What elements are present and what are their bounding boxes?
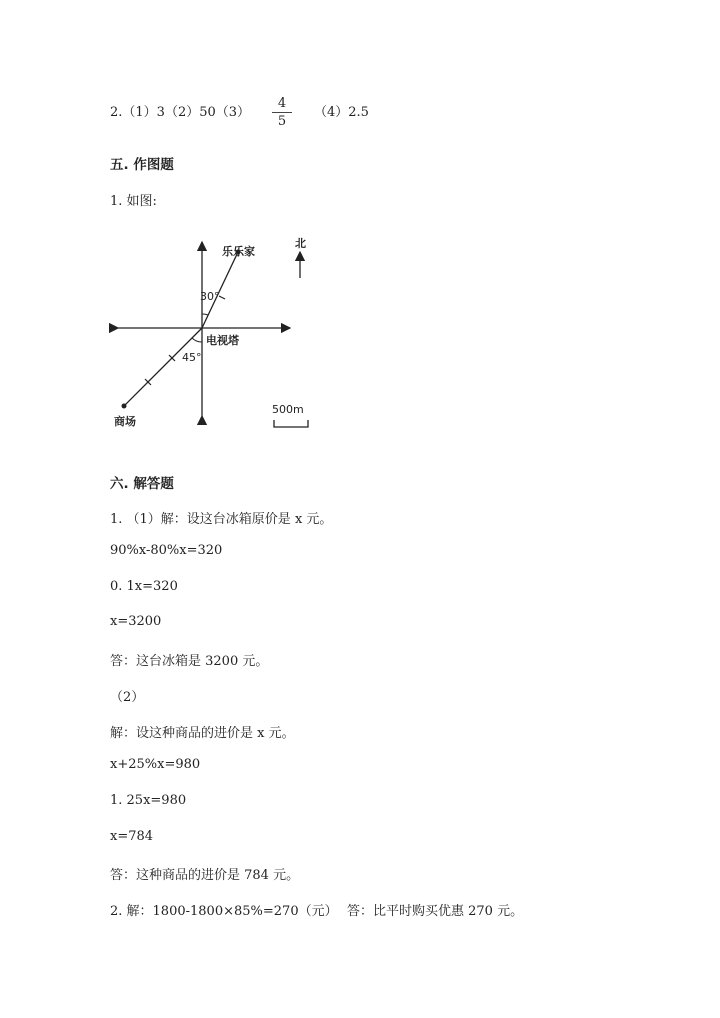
answer-part-b: （4）2.5	[314, 105, 369, 120]
solution-line: x=3200	[110, 614, 162, 629]
fraction	[272, 96, 292, 129]
route-to-mall	[124, 328, 202, 406]
tower-label: 电视塔	[206, 334, 239, 347]
angle-label-30: 30°	[200, 290, 220, 303]
section-five-title: 五. 作图题	[110, 157, 174, 173]
fraction-denominator: 5	[277, 114, 287, 129]
solution-line: x=784	[110, 829, 154, 844]
angle-label-45: 45°	[182, 351, 202, 364]
answer-line-q2	[110, 101, 250, 120]
angle-arc-30	[202, 314, 208, 315]
solution-line: （2）	[110, 690, 145, 705]
solution-line: 答：这种商品的进价是 784 元。	[110, 868, 300, 883]
fraction-numerator: 4	[277, 96, 287, 111]
section-five-q1: 1. 如图:	[110, 194, 157, 209]
solution-line: 90%x-80%x=320	[110, 543, 223, 558]
solution-line: 解：设这种商品的进价是 x 元。	[110, 726, 295, 741]
solution-q2-calc: 2. 解：1800-1800×85%=270（元）	[110, 904, 338, 919]
mall-point	[122, 404, 127, 409]
solution-line: 1. （1）解：设这台冰箱原价是 x 元。	[110, 512, 333, 527]
home-label: 乐乐家	[222, 245, 255, 258]
route-tick	[219, 296, 225, 299]
section-six-title: 六. 解答题	[110, 476, 174, 492]
north-label: 北	[295, 237, 306, 250]
solution-line: 1. 25x=980	[110, 793, 187, 808]
scale-label: 500m	[272, 403, 304, 416]
answer-part-a: 2.（1）3（2）50（3）	[110, 105, 251, 120]
solution-q2-answer: 答：比平时购买优惠 270 元。	[347, 904, 524, 919]
angle-arc-45	[192, 338, 202, 342]
mall-label: 商场	[114, 415, 136, 428]
solution-line: x+25%x=980	[110, 757, 201, 772]
fraction-bar	[272, 112, 292, 113]
solution-line: 答：这台冰箱是 3200 元。	[110, 654, 269, 669]
scale-bar	[274, 420, 308, 427]
solution-line: 0. 1x=320	[110, 579, 178, 594]
direction-diagram	[108, 230, 328, 435]
